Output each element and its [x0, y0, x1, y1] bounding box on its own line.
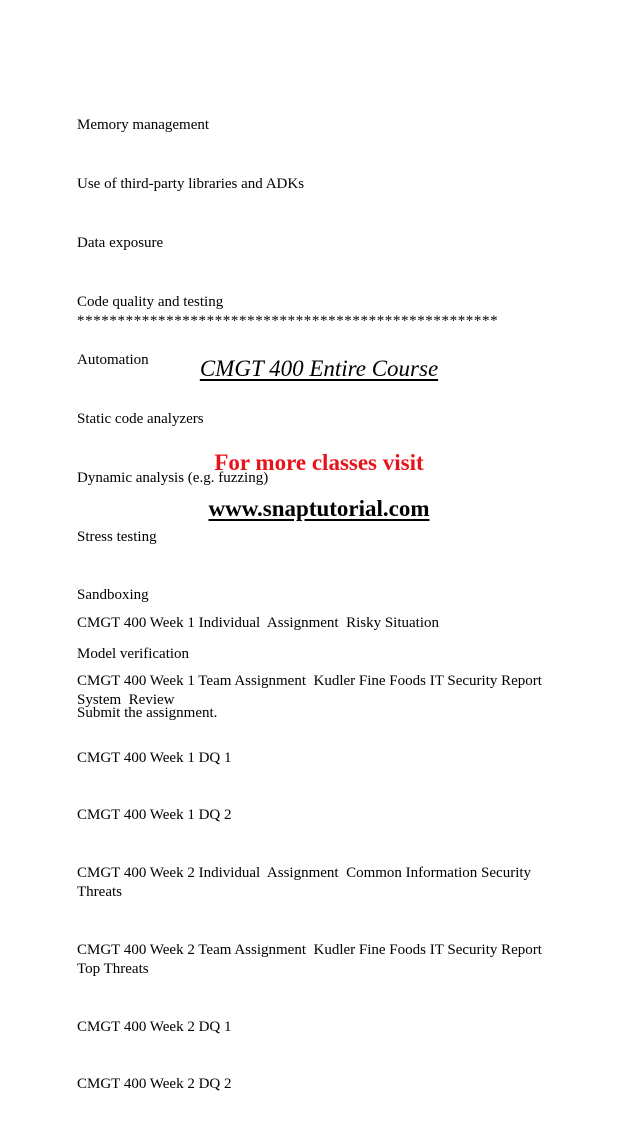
topic-item: Submit the assignment. [77, 705, 218, 721]
topic-item: Dynamic analysis (e.g. fuzzing) [77, 469, 269, 486]
topic-item: Use of third-party libraries and ADKs [77, 175, 305, 192]
topic-item: Code quality and testing [77, 293, 224, 310]
topic-item: Memory management [77, 117, 210, 134]
website-link[interactable]: www.snaptutorial.com [208, 496, 430, 521]
topic-item: Stress testing [77, 528, 157, 545]
course-item: CMGT 400 Week 1 Individual Assignment Risky Situation [77, 615, 439, 632]
topic-item: Automation [77, 352, 149, 369]
course-item: CMGT 400 Week 2 DQ 1 [77, 1018, 232, 1035]
topic-item: Static code analyzers [77, 411, 204, 428]
course-title: CMGT 400 Entire Course [199, 356, 439, 381]
course-item: CMGT 400 Week 1 DQ 2 [77, 807, 232, 824]
course-item: CMGT 400 Week 2 Team Assignment Kudler Fine Foods IT Security Report Top Threats [77, 941, 546, 978]
visit-text: For more classes visit [214, 450, 424, 475]
course-item: CMGT 400 Week 1 Team Assignment Kudler Fine Foods IT Security Report System Review [77, 673, 546, 709]
course-item: CMGT 400 Week 2 Individual Assignment Common Information Security Threats [77, 865, 535, 901]
topic-item: Sandboxing [77, 587, 149, 604]
course-item: CMGT 400 Week 2 DQ 2 [77, 1076, 232, 1093]
course-list [77, 576, 567, 1133]
topic-item: Model verification [77, 646, 190, 663]
asterisk-separator: **************************************************** [77, 313, 499, 329]
topic-item: Data exposure [77, 234, 164, 251]
course-item: CMGT 400 Week 1 DQ 1 [77, 749, 232, 766]
